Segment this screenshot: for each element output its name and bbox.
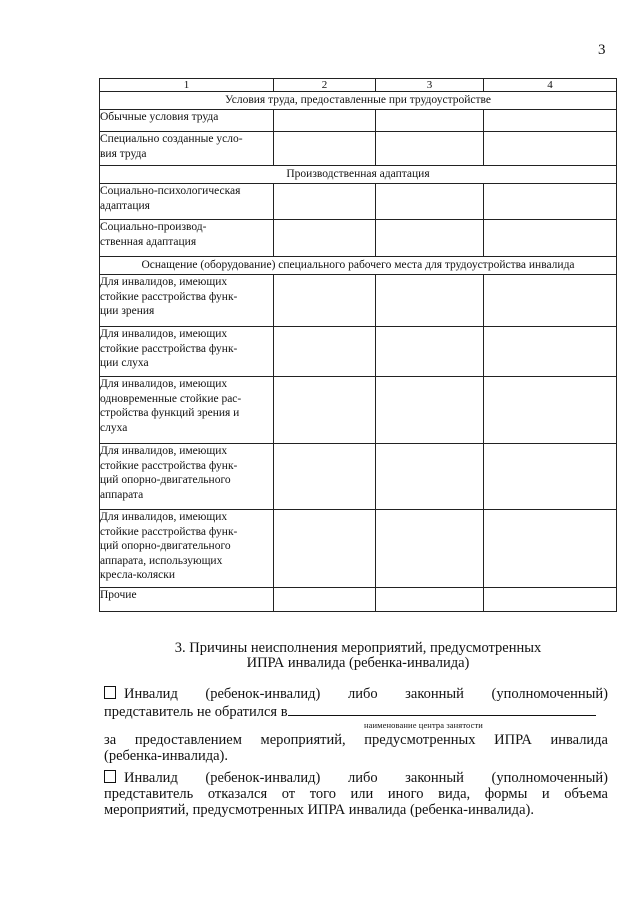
row-label — [100, 588, 274, 612]
column-header: 1 — [100, 79, 274, 92]
row-label — [100, 444, 274, 510]
empty-cell[interactable] — [274, 444, 376, 510]
empty-cell[interactable] — [484, 327, 617, 377]
checkbox-refused[interactable] — [104, 770, 116, 783]
row-label — [100, 132, 274, 166]
reason-text: Инвалид (ребенок-инвалид) либо законный (уполномоченный) — [124, 686, 608, 702]
table-row — [100, 444, 617, 510]
row-label-line: Социально-психологическая — [100, 185, 241, 197]
section-row — [100, 166, 617, 184]
empty-cell[interactable] — [376, 184, 484, 220]
row-label-line: Прочие — [100, 589, 137, 601]
empty-cell[interactable] — [484, 444, 617, 510]
empty-cell[interactable] — [376, 588, 484, 612]
row-label-line: ций опорно-двигательного — [100, 540, 231, 552]
empty-cell[interactable] — [376, 132, 484, 166]
row-label — [100, 377, 274, 444]
row-label-line: слуха — [100, 421, 128, 434]
table-row — [100, 132, 617, 166]
empty-cell[interactable] — [274, 132, 376, 166]
table-row — [100, 377, 617, 444]
reason-refused — [104, 770, 608, 818]
row-label-line: Для инвалидов, имеющих — [100, 445, 228, 457]
empty-cell[interactable] — [484, 132, 617, 166]
empty-cell[interactable] — [484, 377, 617, 444]
empty-cell[interactable] — [484, 510, 617, 588]
empty-cell[interactable] — [376, 327, 484, 377]
section-row — [100, 92, 617, 110]
row-label-line: ции слуха — [100, 357, 149, 369]
row-label-line: ции зрения — [100, 305, 155, 317]
row-label-line: Социально-производ- — [100, 221, 207, 233]
reason-text: представитель отказался от того или иного вида, формы и объема — [104, 786, 608, 802]
row-label-line: адаптация — [100, 199, 150, 212]
row-label-line: стойкие расстройства функ- — [100, 525, 238, 538]
table-row — [100, 327, 617, 377]
row-label — [100, 184, 274, 220]
empty-cell[interactable] — [274, 327, 376, 377]
empty-cell[interactable] — [484, 184, 617, 220]
reason-text: Инвалид (ребенок-инвалид) либо законный (уполномоченный) — [124, 770, 608, 786]
row-label — [100, 220, 274, 257]
table-row — [100, 110, 617, 132]
empty-cell[interactable] — [376, 275, 484, 327]
row-label-line: Для инвалидов, имеющих — [100, 511, 228, 523]
empty-cell[interactable] — [274, 220, 376, 257]
reason-not-applied — [104, 686, 608, 720]
employment-center-name-field[interactable] — [288, 702, 596, 716]
empty-cell[interactable] — [484, 220, 617, 257]
row-label-line: Для инвалидов, имеющих — [100, 276, 228, 288]
row-label — [100, 110, 274, 132]
column-header: 4 — [484, 79, 617, 92]
row-label — [100, 275, 274, 327]
column-header: 3 — [376, 79, 484, 92]
heading-line: ИПРА инвалида (ребенка-инвалида) — [246, 655, 470, 671]
row-label-line: Для инвалидов, имеющих — [100, 328, 228, 340]
table-row — [100, 220, 617, 257]
column-header-row — [100, 79, 617, 92]
heading-line: 3. Причины неисполнения мероприятий, предусмотренных — [174, 640, 542, 656]
row-label-line: стойкие расстройства функ- — [100, 342, 238, 355]
table-row — [100, 184, 617, 220]
table-row — [100, 275, 617, 327]
employment-conditions-table — [99, 78, 617, 612]
section-title: Условия труда, предоставленные при трудоустройстве — [100, 92, 617, 110]
column-header: 2 — [274, 79, 376, 92]
row-label — [100, 510, 274, 588]
row-label-line: стойкие расстройства функ- — [100, 459, 238, 472]
row-label-line: ственная адаптация — [100, 235, 197, 248]
row-label-line: вия труда — [100, 147, 147, 160]
section-title: Оснащение (оборудование) специального рабочего места для трудоустройства инвалида — [100, 257, 617, 275]
reason-not-applied-cont — [104, 732, 608, 764]
table-row — [100, 588, 617, 612]
row-label-line: ций опорно-двигательного — [100, 474, 231, 486]
row-label-line: одновременные стойкие рас- — [100, 392, 242, 405]
row-label-line: кресла-коляски — [100, 569, 175, 581]
empty-cell[interactable] — [484, 110, 617, 132]
empty-cell[interactable] — [376, 110, 484, 132]
empty-cell[interactable] — [274, 377, 376, 444]
row-label-line: стойкие расстройства функ- — [100, 290, 238, 303]
empty-cell[interactable] — [274, 110, 376, 132]
reason-text: мероприятий, предусмотренных ИПРА инвалида (ребенка-инвалида). — [104, 802, 534, 818]
row-label-line: Обычные условия труда — [100, 111, 219, 123]
empty-cell[interactable] — [376, 510, 484, 588]
reason-text: представитель не обратился в — [104, 704, 288, 720]
row-label-line: стройства функций зрения и — [100, 407, 240, 419]
field-caption: наименование центра занятости — [364, 720, 483, 730]
row-label-line: Специально созданные усло- — [100, 133, 243, 145]
empty-cell[interactable] — [274, 184, 376, 220]
row-label — [100, 327, 274, 377]
empty-cell[interactable] — [376, 220, 484, 257]
section-row — [100, 257, 617, 275]
section-title: Производственная адаптация — [100, 166, 617, 184]
empty-cell[interactable] — [274, 275, 376, 327]
reason-text: за предоставлением мероприятий, предусмотренных ИПРА инвалида — [104, 732, 608, 748]
checkbox-not-applied[interactable] — [104, 686, 116, 699]
table-row — [100, 510, 617, 588]
empty-cell[interactable] — [376, 377, 484, 444]
empty-cell[interactable] — [274, 588, 376, 612]
row-label-line: Для инвалидов, имеющих — [100, 378, 228, 390]
section-heading — [100, 641, 616, 671]
empty-cell[interactable] — [376, 444, 484, 510]
page-number: 3 — [598, 42, 606, 58]
row-label-line: аппарата, использующих — [100, 554, 223, 567]
empty-cell[interactable] — [484, 588, 617, 612]
empty-cell[interactable] — [274, 510, 376, 588]
reason-text: (ребенка-инвалида). — [104, 748, 228, 764]
row-label-line: аппарата — [100, 488, 144, 501]
empty-cell[interactable] — [484, 275, 617, 327]
